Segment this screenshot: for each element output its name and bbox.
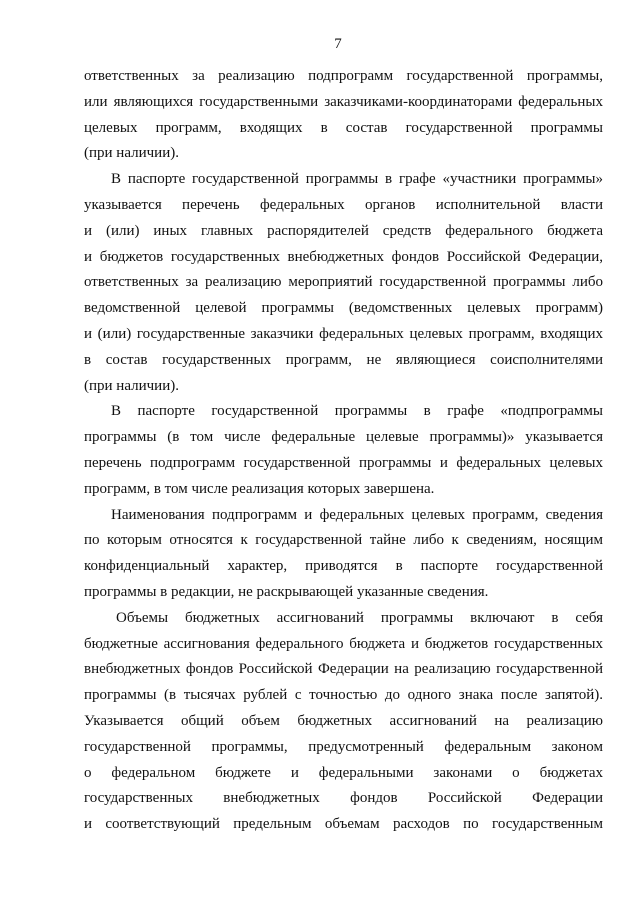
text-line: В паспорте государственной программы в графе «участники программы» [111,171,603,188]
text-line: конфиденциальный характер, приводятся в паспорте государственной [84,558,603,575]
paragraph [84,399,603,502]
text-line: Указывается общий объем бюджетных ассигнований на реализацию [84,712,603,729]
text-line: или являющихся государственными заказчиками-координаторами федеральных [84,93,603,110]
text-line: целевых программ, входящих в состав государственной программы [84,119,603,136]
text-line: указывается перечень федеральных органов исполнительной власти [84,196,603,213]
paragraph [84,503,603,606]
text-line: Объемы бюджетных ассигнований программы включают в себя [116,609,603,626]
text-line: программы (в тысячах рублей с точностью до одного знака после запятой). [84,687,603,704]
text-line: внебюджетных фондов Российской Федерации на реализацию государственной [84,661,603,678]
page-number: 7 [334,36,342,52]
text-line: ответственных за реализацию подпрограмм государственной программы, [84,68,603,84]
paragraph [84,606,603,838]
text-line: Наименования подпрограмм и федеральных целевых программ, сведения [111,506,603,523]
text-line: государственных внебюджетных фондов Российской Федерации [84,790,603,807]
text-line: по которым относятся к государственной тайне либо к сведениям, носящим [84,532,603,549]
text-line: программы в редакции, не раскрывающей указанные сведения. [84,583,489,600]
text-line: бюджетные ассигнования федерального бюджета и бюджетов государственных [84,635,603,652]
text-line: (при наличии). [84,145,179,162]
text-line: программ, в том числе реализация которых завершена. [84,480,435,497]
text-line: программы (в том числе федеральные целевые программы)» указывается [84,429,603,446]
text-line: в состав государственных программ, не являющиеся соисполнителями [84,351,603,368]
text-line: (при наличии). [84,377,179,394]
body-text [84,64,603,838]
text-line: В паспорте государственной программы в графе «подпрограммы [111,403,603,420]
text-line: ведомственной целевой программы (ведомственных целевых программ) [84,300,603,317]
text-line: и бюджетов государственных внебюджетных фондов Российской Федерации, [84,248,603,265]
text-line: и (или) государственные заказчики федеральных целевых программ, входящих [84,325,603,342]
paragraph [84,64,603,167]
text-line: перечень подпрограмм государственной программы и федеральных целевых [84,454,603,471]
text-line: ответственных за реализацию мероприятий государственной программы либо [84,274,603,291]
text-line: о федеральном бюджете и федеральными законами о бюджетах [84,764,603,781]
paragraph [84,167,603,399]
text-line: государственной программы, предусмотренный федеральным законом [84,738,603,755]
text-line: и соответствующий предельным объемам расходов по государственным [84,816,603,833]
text-line: и (или) иных главных распорядителей средств федерального бюджета [84,222,603,239]
